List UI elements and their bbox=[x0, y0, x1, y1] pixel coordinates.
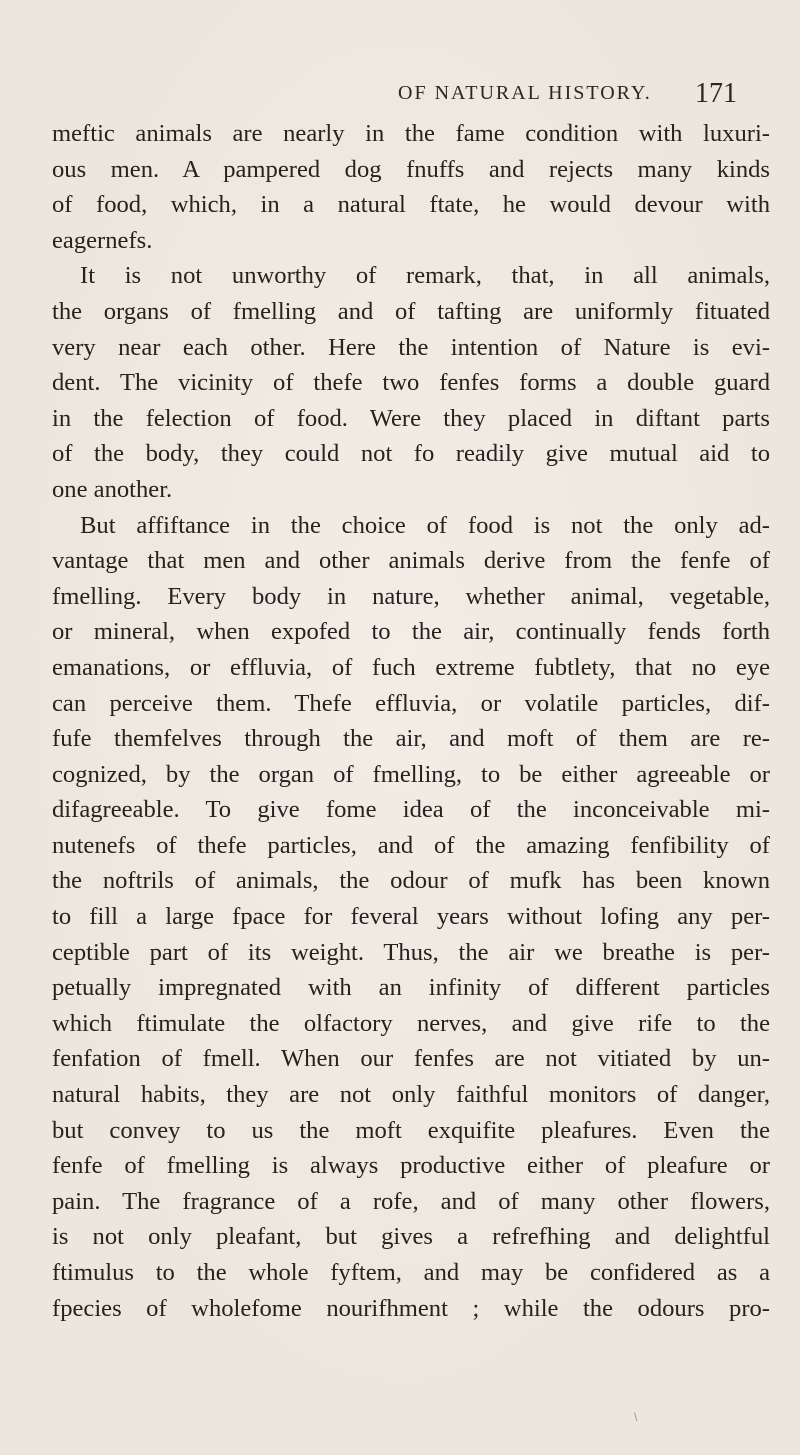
text-line: fmelling. Every body in nature, whether animal, vegetable, bbox=[52, 582, 770, 610]
text-line: difagreeable. To give fome idea of the inconceivable mi- bbox=[52, 796, 770, 824]
text-line: to fill a large fpace for feveral years without lofing any per- bbox=[52, 903, 770, 931]
text-line: natural habits, they are not only faithful monitors of danger, bbox=[52, 1081, 770, 1109]
text-line: ftimulus to the whole fyftem, and may be confidered as a bbox=[52, 1259, 770, 1286]
running-head-title: OF NATURAL HISTORY. bbox=[398, 82, 652, 104]
text-line: ous men. A pampered dog fnuffs and rejects many kinds bbox=[52, 155, 770, 183]
text-line: petually impregnated with an infinity of different particles bbox=[52, 974, 770, 1002]
text-line: fenfe of fmelling is always productive either of pleafure or bbox=[52, 1152, 770, 1180]
text-line: is not only pleafant, but gives a refrefhing and delightful bbox=[52, 1223, 770, 1251]
text-line: one another. bbox=[52, 475, 173, 503]
text-line: meftic animals are nearly in the fame condition with luxuri- bbox=[52, 120, 770, 147]
text-line: ceptible part of its weight. Thus, the air we breathe is per- bbox=[52, 938, 770, 966]
text-line: fufe themfelves through the air, and moft of them are re- bbox=[52, 725, 770, 753]
text-line: vantage that men and other animals derive from the fenfe of bbox=[52, 547, 770, 575]
text-line: very near each other. Here the intention of Nature is evi- bbox=[52, 333, 770, 361]
text-line: but convey to us the moft exquifite pleafures. Even the bbox=[52, 1116, 770, 1144]
text-line: cognized, by the organ of fmelling, to be either agreeable or bbox=[52, 760, 770, 788]
text-line: fpecies of wholefome nourifhment ; while the odours pro- bbox=[52, 1294, 770, 1322]
running-head bbox=[0, 80, 800, 110]
text-line: of the body, they could not fo readily give mutual aid to bbox=[52, 440, 770, 468]
text-line: eagernefs. bbox=[52, 226, 153, 254]
text-line: of food, which, in a natural ftate, he would devour with bbox=[52, 191, 770, 219]
text-line: nutenefs of thefe particles, and of the amazing fenfibility of bbox=[52, 831, 770, 859]
text-line: the noftrils of animals, the odour of mufk has been known bbox=[52, 867, 770, 895]
text-line: can perceive them. Thefe effluvia, or volatile particles, dif- bbox=[52, 689, 770, 717]
text-line: It is not unworthy of remark, that, in all animals, bbox=[80, 262, 770, 290]
text-line: or mineral, when expofed to the air, continually fends forth bbox=[52, 618, 770, 646]
text-line: But affiftance in the choice of food is not the only ad- bbox=[80, 511, 770, 539]
stray-mark: \ bbox=[634, 1410, 638, 1424]
text-line: which ftimulate the olfactory nerves, and give rife to the bbox=[52, 1009, 770, 1037]
text-line: fenfation of fmell. When our fenfes are not vitiated by un- bbox=[52, 1045, 770, 1073]
body-text bbox=[52, 116, 770, 1326]
page-number: 171 bbox=[695, 78, 737, 109]
text-line: dent. The vicinity of thefe two fenfes forms a double guard bbox=[52, 369, 770, 397]
text-line: emanations, or effluvia, of fuch extreme fubtlety, that no eye bbox=[52, 653, 770, 681]
text-line: the organs of fmelling and of tafting are uniformly fituated bbox=[52, 297, 770, 325]
text-line: pain. The fragrance of a rofe, and of many other flowers, bbox=[52, 1187, 770, 1215]
text-line: in the felection of food. Were they placed in diftant parts bbox=[52, 404, 770, 432]
